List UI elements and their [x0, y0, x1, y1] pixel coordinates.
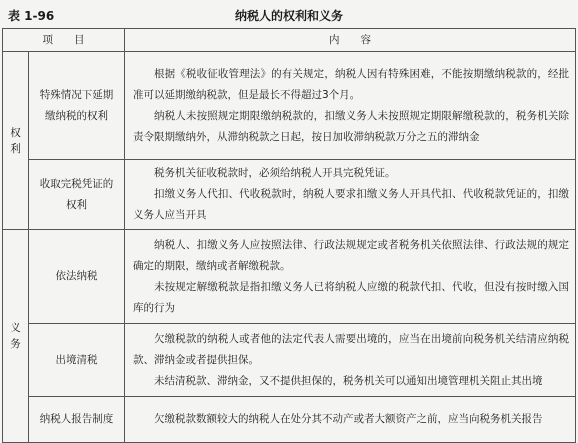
item-label: 特殊情况下延期缴纳税的权利 [29, 52, 125, 160]
table-header-row [3, 29, 576, 52]
content-paragraph: 欠缴税款的纳税人或者他的法定代表人需要出境的，应当在出境前向税务机关结清应纳税款、滞纳金或者提供担保。 [133, 332, 569, 366]
content-paragraph: 扣缴义务人代扣、代收税款时，纳税人要求扣缴义务人开具代扣、代收税款凭证的，扣缴义务人应当开具 [133, 188, 569, 221]
content-paragraph: 未结清税款、滞纳金，又不提供担保的，税务机关可以通知出境管理机关阻止其出境 [154, 374, 543, 387]
item-content [125, 397, 576, 443]
item-content [125, 52, 576, 160]
category-obligations: 义 务 [3, 230, 29, 443]
category-rights: 权 利 [3, 52, 29, 230]
content-paragraph: 未按规定解缴税款是指扣缴义务人已将纳税人应缴的税款代扣、代收，但没有按时缴入国库的行为 [133, 280, 569, 314]
content-paragraph: 欠缴税款数额较大的纳税人在处分其不动产或者大额资产之前，应当向税务机关报告 [154, 413, 543, 425]
item-content [125, 230, 576, 324]
header-item: 项 目 [3, 29, 125, 52]
content-paragraph: 纳税人、扣缴义务人应按照法律、行政法规规定或者税务机关依照法律、行政法规的规定确定的期限，缴纳或者解缴税款。 [133, 238, 569, 272]
table-row [3, 52, 576, 160]
table-row [3, 160, 576, 230]
table-title: 纳税人的权利和义务 [234, 9, 343, 23]
table-row [3, 324, 576, 397]
table-row [3, 230, 576, 324]
item-label: 出境清税 [29, 324, 125, 397]
content-paragraph: 纳税人未按照规定期限缴纳税款的，扣缴义务人未按照规定期限解缴税款的，税务机关除责令限期缴纳外，从滞纳税款之日起，按日加收滞纳税款万分之五的滞纳金 [133, 109, 569, 143]
table-caption [0, 0, 578, 26]
table-row [3, 397, 576, 443]
item-label: 依法纳税 [29, 230, 125, 324]
content-paragraph: 根据《税收征收管理法》的有关规定，纳税人因有特殊困难，不能按期缴纳税款的，经批准可以延期缴纳税款，但是最长不得超过3个月。 [133, 67, 569, 101]
header-content: 内 容 [125, 29, 576, 52]
rights-obligations-table [2, 28, 576, 443]
item-label: 收取完税凭证的权利 [29, 160, 125, 230]
content-paragraph: 税务机关征收税款时，必须给纳税人开具完税凭证。 [154, 167, 396, 179]
item-label: 纳税人报告制度 [29, 397, 125, 443]
item-content [125, 324, 576, 397]
item-content [125, 160, 576, 230]
table-number: 表 1-96 [8, 9, 55, 23]
